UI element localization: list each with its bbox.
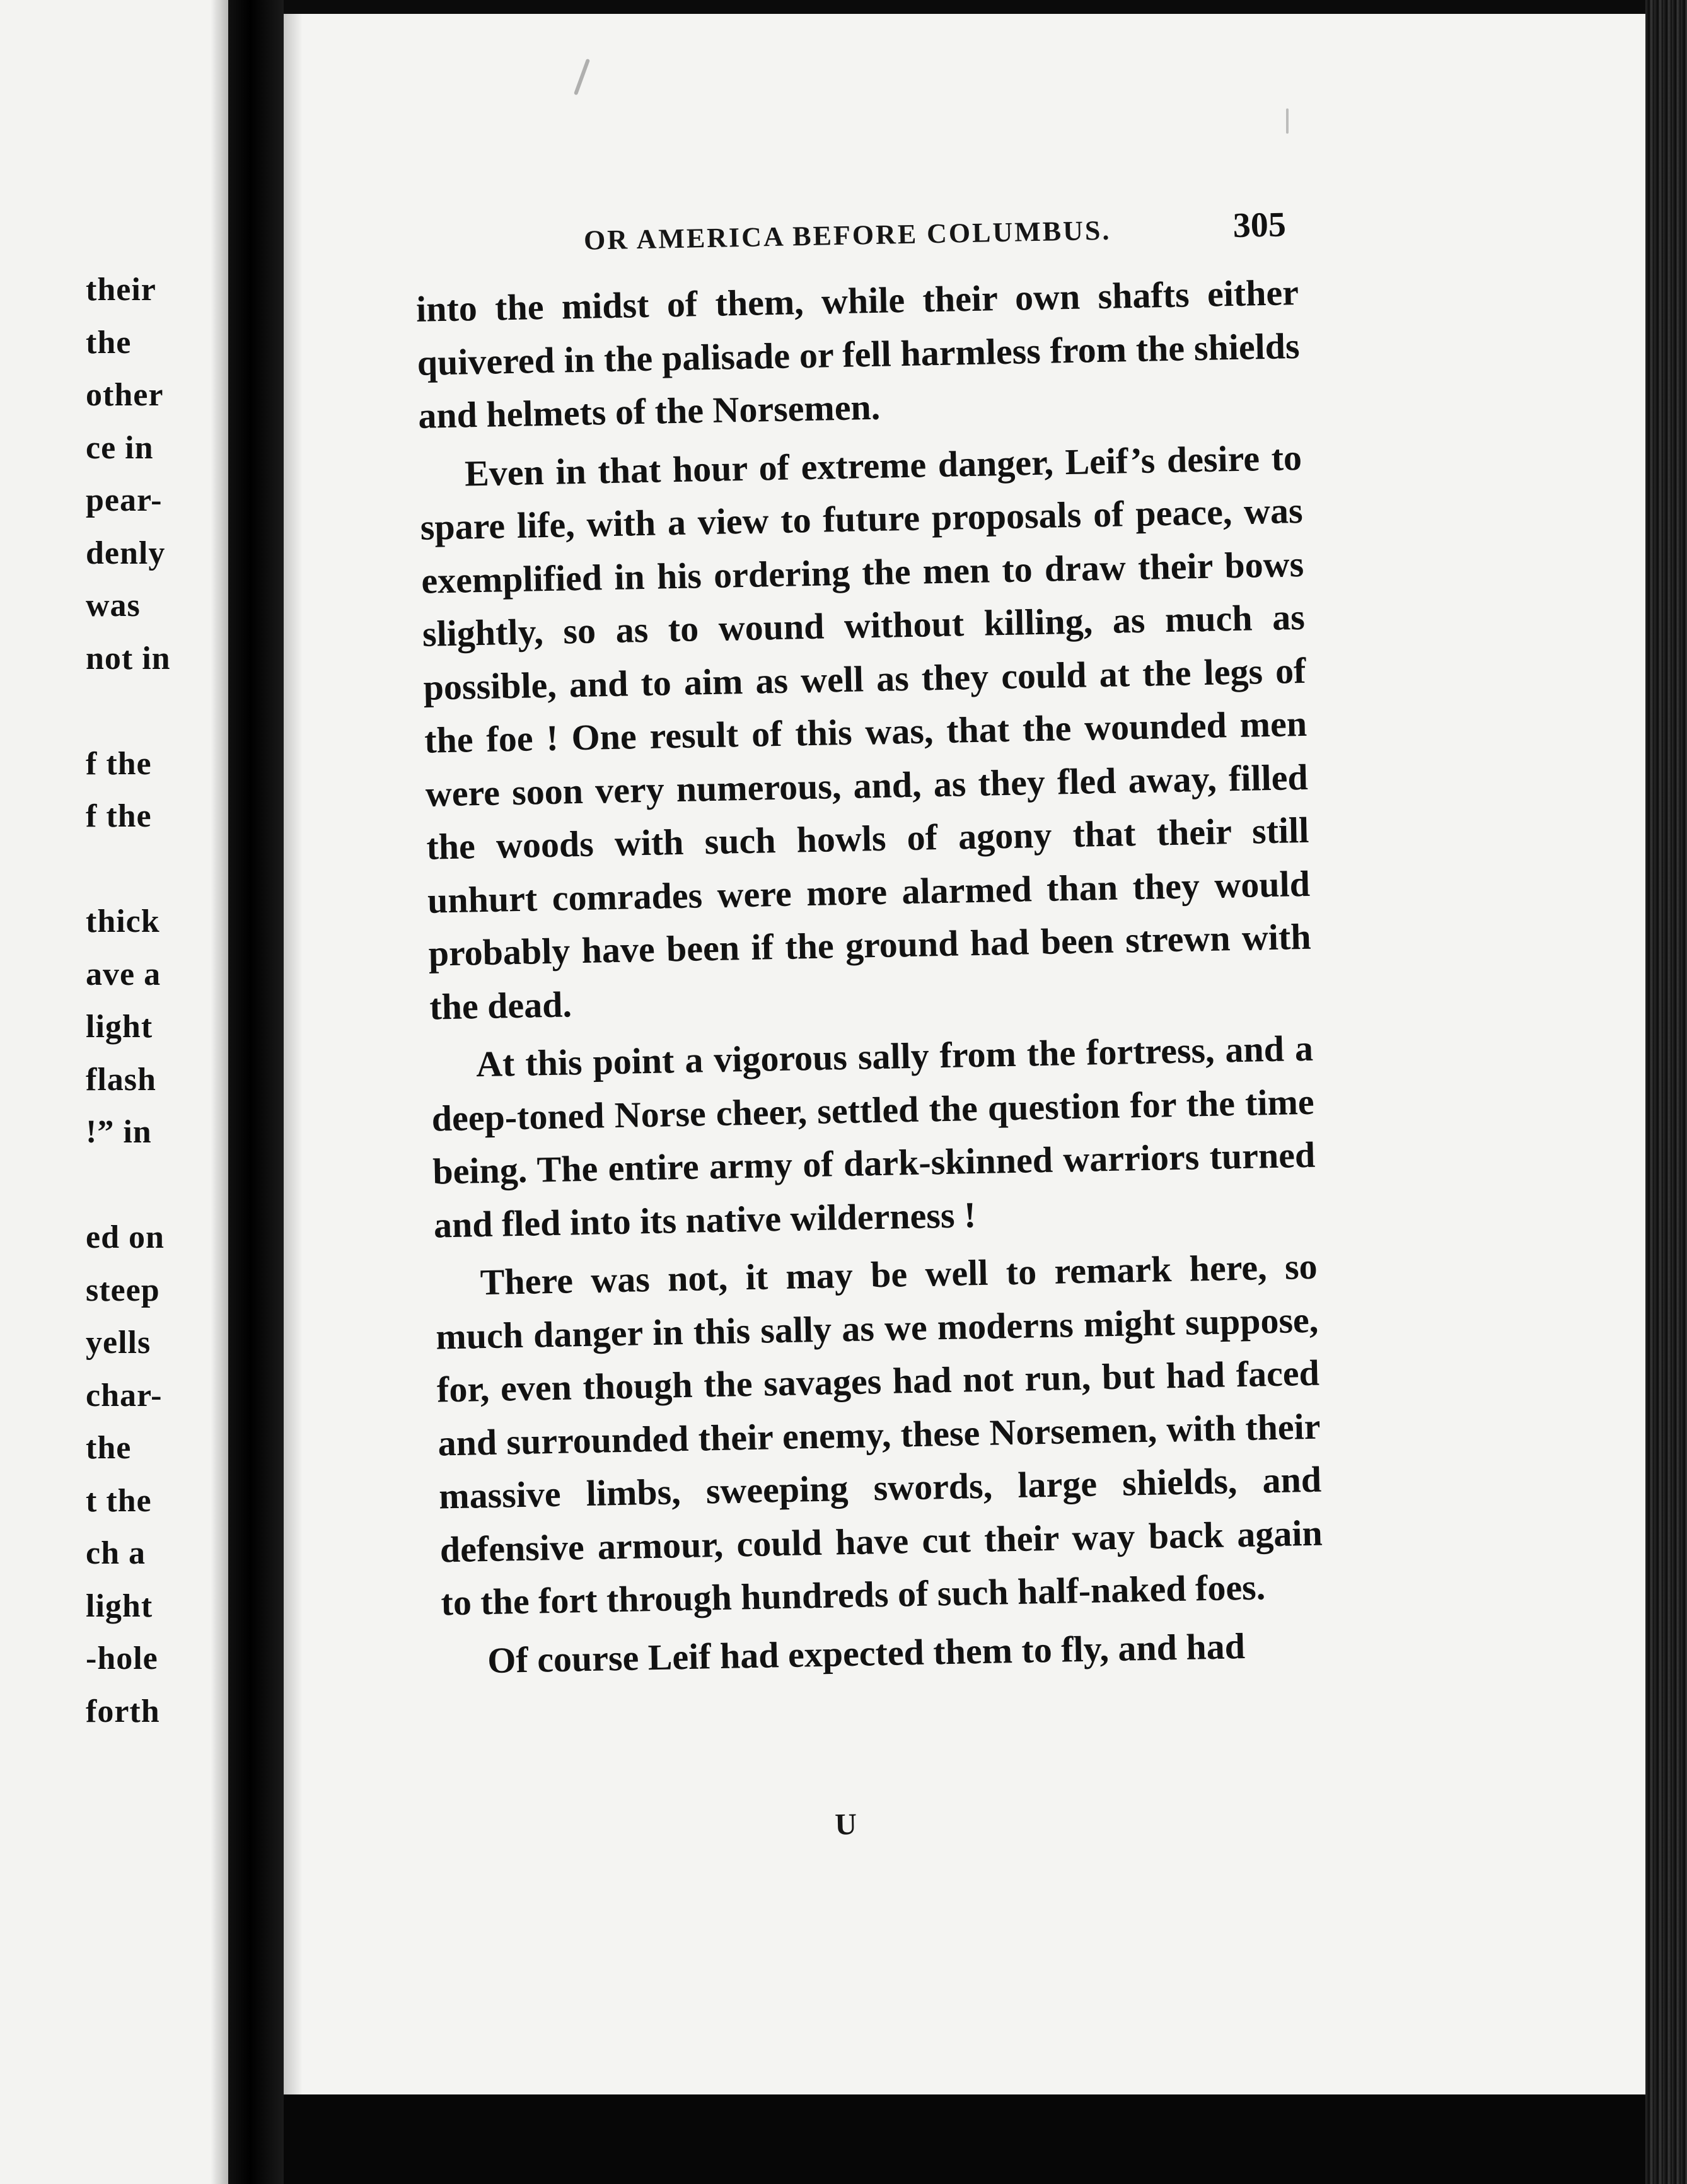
left-page-line-fragment: t the	[86, 1482, 152, 1519]
left-page-line-fragment: their	[86, 272, 156, 308]
paragraph-1: into the midst of them, while their own shafts either quivered in the palisade or fell harmless from the shields and helmets of the Norsemen.	[415, 272, 1301, 436]
left-page-gutter-shadow	[211, 0, 228, 2184]
left-page-line-fragment: thick	[86, 903, 160, 939]
paragraph-5: Of course Leif had expected them to fly, and had	[487, 1625, 1246, 1681]
book-gutter	[228, 0, 284, 2184]
left-page-line-fragment: light	[86, 1588, 153, 1624]
scan-speck	[1286, 108, 1289, 134]
left-page-line-fragment: the	[86, 1430, 132, 1466]
left-page-line-fragment: other	[86, 377, 164, 413]
left-page-line-fragment: the	[86, 324, 132, 361]
body-text	[415, 266, 1325, 1688]
left-page-line-fragment: flash	[86, 1061, 156, 1098]
running-head: OR AMERICA BEFORE COLUMBUS.	[583, 214, 1111, 256]
left-page-line-fragment: yells	[86, 1325, 151, 1361]
left-page-line-fragment: denly	[86, 535, 166, 571]
page-stack-edge	[1645, 0, 1687, 2184]
left-page-line-fragment: ch a	[86, 1535, 146, 1571]
paragraph-2: Even in that hour of extreme danger, Leif’s desire to spare life, with a view to future proposals of peace, was exemplified in his ordering the men to draw their bows slightly, so as to wound without killing, as much as possible, and to aim as well as they could at the legs of the foe ! One result of this was, that the wounded men were soon very numerous, and, as they fled away, filled the woods with such howls of agony that their still unhurt comrades were more alarmed than they would probably have been if the ground had been strewn with the dead.	[420, 436, 1312, 1028]
right-page	[284, 14, 1645, 2094]
page-bottom-edge	[284, 2094, 1645, 2184]
paragraph-4: There was not, it may be well to remark here, so much danger in this sally as we moderns might suppose, for, even though the savages had not run, but had faced and surrounded their enemy, these Norsemen, with their massive limbs, sweeping swords, large shields, and defensive armour, could have cut their way back again to the fort through hundreds of such half-naked foes.	[435, 1245, 1323, 1623]
page-number: 305	[1232, 205, 1287, 245]
left-page-line-fragment: char-	[86, 1377, 163, 1414]
signature-mark: U	[834, 1807, 857, 1842]
left-page-line-fragment: !” in	[86, 1114, 152, 1150]
left-page	[0, 0, 228, 2184]
left-page-line-fragment: -hole	[86, 1641, 158, 1676]
left-page-line-fragment: light	[86, 1009, 153, 1045]
left-page-line-fragment: forth	[86, 1693, 160, 1729]
left-page-line-fragment: f the	[86, 745, 152, 782]
left-page-line-fragment: not in	[86, 640, 171, 677]
left-page-line-fragment: pear-	[86, 482, 163, 518]
left-page-line-fragment: was	[86, 588, 141, 624]
left-page-line-fragment: ce in	[86, 429, 154, 466]
paragraph-3: At this point a vigorous sally from the fortress, and a deep-toned Norse cheer, settled the question for the time being. The entire army of dark-skinned warriors turned and fled into its native wilderness !	[431, 1027, 1316, 1246]
left-page-line-fragment: ed on	[86, 1219, 165, 1255]
right-page-text-block	[284, 14, 1645, 2094]
left-page-line-fragment: ave a	[86, 956, 161, 992]
left-page-line-fragment: f the	[86, 798, 152, 834]
left-page-line-fragment: steep	[86, 1272, 160, 1308]
